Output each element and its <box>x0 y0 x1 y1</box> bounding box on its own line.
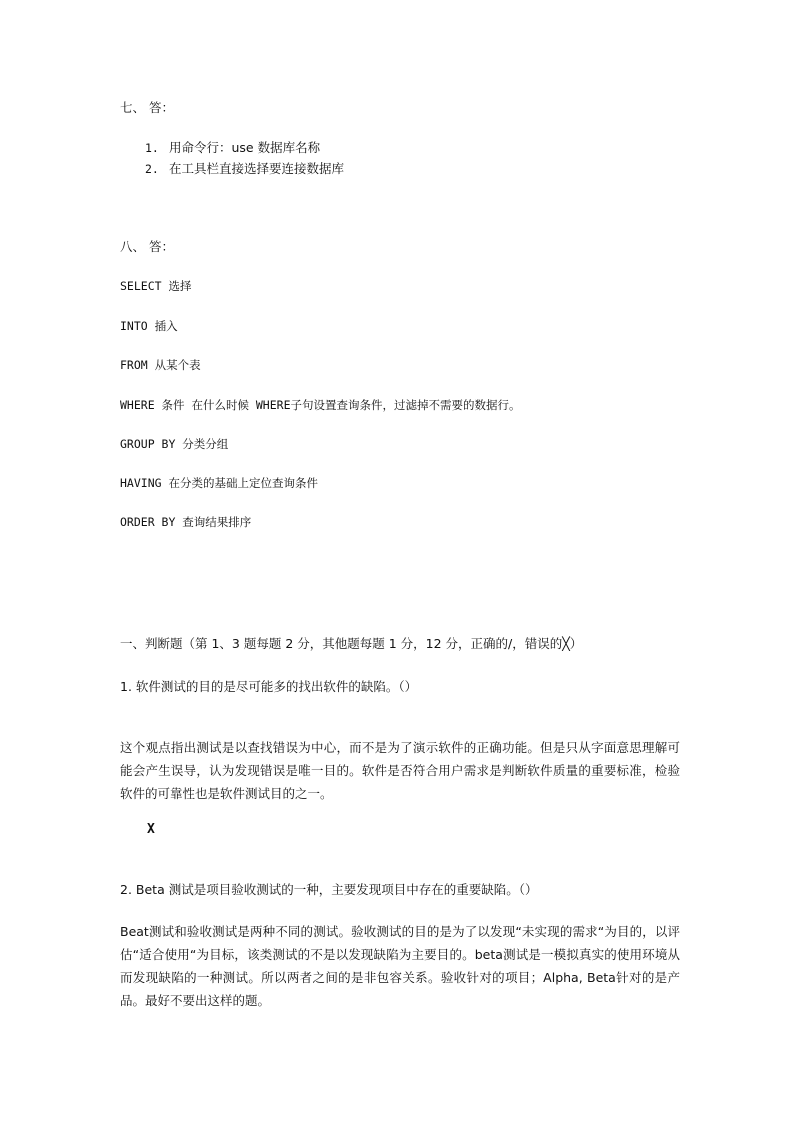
question-2-explanation: Beat测试和验收测试是两种不同的测试。验收测试的目的是为了以发现“未实现的需求“为目的，以评估“适合使用“为目标，该类测试的不是以发现缺陷为主要目的。beta测试是一模拟真实的使用环境从而发现缺陷的一种测试。所以两者之间的是非包容关系。验收针对的项目；Alpha, Beta针对的是产品。最好不要出这样的题。 <box>120 924 680 1008</box>
section7-heading: 七、 答： <box>120 100 174 115</box>
list-number: 1. <box>145 141 159 155</box>
section8-heading: 八、 答： <box>120 239 174 254</box>
question-2: 2. Beta 测试是项目验收测试的一种，主要发现项目中存在的重要缺陷。（） <box>120 882 538 897</box>
list-item <box>145 138 320 156</box>
sql-line-select: SELECT 选择 <box>120 279 192 293</box>
judgement-heading: 一、判断题（第 1、3 题每题 2 分，其他题每题 1 分，12 分，正确的/，错误的╳） <box>120 636 583 651</box>
list-item-text: 用命令行：use 数据库名称 <box>169 140 321 155</box>
list-number: 2. <box>145 162 159 176</box>
list-item <box>145 159 344 177</box>
sql-line-orderby: ORDER BY 查询结果排序 <box>120 515 252 529</box>
question-1-answer: X <box>147 822 155 837</box>
sql-line-having: HAVING 在分类的基础上定位查询条件 <box>120 476 318 490</box>
question-1: 1. 软件测试的目的是尽可能多的找出软件的缺陷。（） <box>120 679 418 694</box>
sql-line-from: FROM 从某个表 <box>120 358 201 372</box>
sql-line-groupby: GROUP BY 分类分组 <box>120 437 229 451</box>
sql-line-where: WHERE 条件 在什么时候 WHERE子句设置查询条件，过滤掉不需要的数据行。 <box>120 398 521 412</box>
sql-line-into: INTO 插入 <box>120 319 178 333</box>
question-1-explanation: 这个观点指出测试是以查找错误为中心，而不是为了演示软件的正确功能。但是只从字面意思理解可能会产生误导，认为发现错误是唯一目的。软件是否符合用户需求是判断软件质量的重要标准，检验软件的可靠性也是软件测试目的之一。 <box>120 740 680 801</box>
list-item-text: 在工具栏直接选择要连接数据库 <box>169 161 345 176</box>
